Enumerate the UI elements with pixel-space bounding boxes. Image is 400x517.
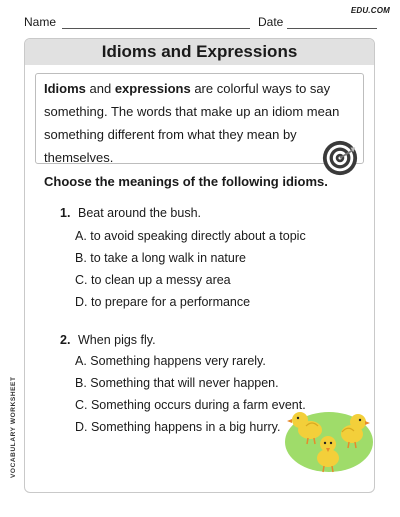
question-1-option-a[interactable]: A. to avoid speaking directly about a topic [75, 229, 306, 243]
page-title: Idioms and Expressions [25, 39, 374, 65]
question-1-option-b[interactable]: B. to take a long walk in nature [75, 251, 246, 265]
question-2-option-c[interactable]: C. Something occurs during a farm event. [75, 398, 306, 412]
side-label: VOCABULARY WORKSHEET [10, 376, 17, 478]
intro-conj: and [85, 81, 115, 96]
question-2-number: 2. [60, 333, 71, 347]
question-2-option-b[interactable]: B. Something that will never happen. [75, 376, 279, 390]
question-2-option-a[interactable]: A. Something happens very rarely. [75, 354, 266, 368]
name-line[interactable] [62, 28, 250, 29]
question-1-number: 1. [60, 206, 71, 220]
question-1-option-d[interactable]: D. to prepare for a performance [75, 295, 251, 309]
date-line[interactable] [287, 28, 377, 29]
intro-box [35, 73, 364, 164]
question-2-option-d[interactable]: D. Something happens in a big hurry. [75, 420, 281, 434]
intro-text: are colorful ways to say something. The words that make up an idiom mean something different from what they mean by themselves. [44, 81, 340, 165]
question-2-text: When pigs fly. [78, 333, 156, 347]
dartboard-icon [321, 139, 359, 177]
question-1-text: Beat around the bush. [78, 206, 202, 220]
question-1-option-c[interactable]: C. to clean up a messy area [75, 273, 231, 287]
brand-logo: EDU.COM [350, 6, 390, 15]
intro-term-idioms: Idioms [44, 81, 86, 96]
date-label: Date [258, 15, 284, 29]
instruction-text: Choose the meanings of the following idioms. [44, 174, 328, 189]
intro-term-expressions: expressions [114, 81, 191, 96]
name-label: Name [24, 15, 57, 29]
chicks-illustration [284, 382, 374, 476]
